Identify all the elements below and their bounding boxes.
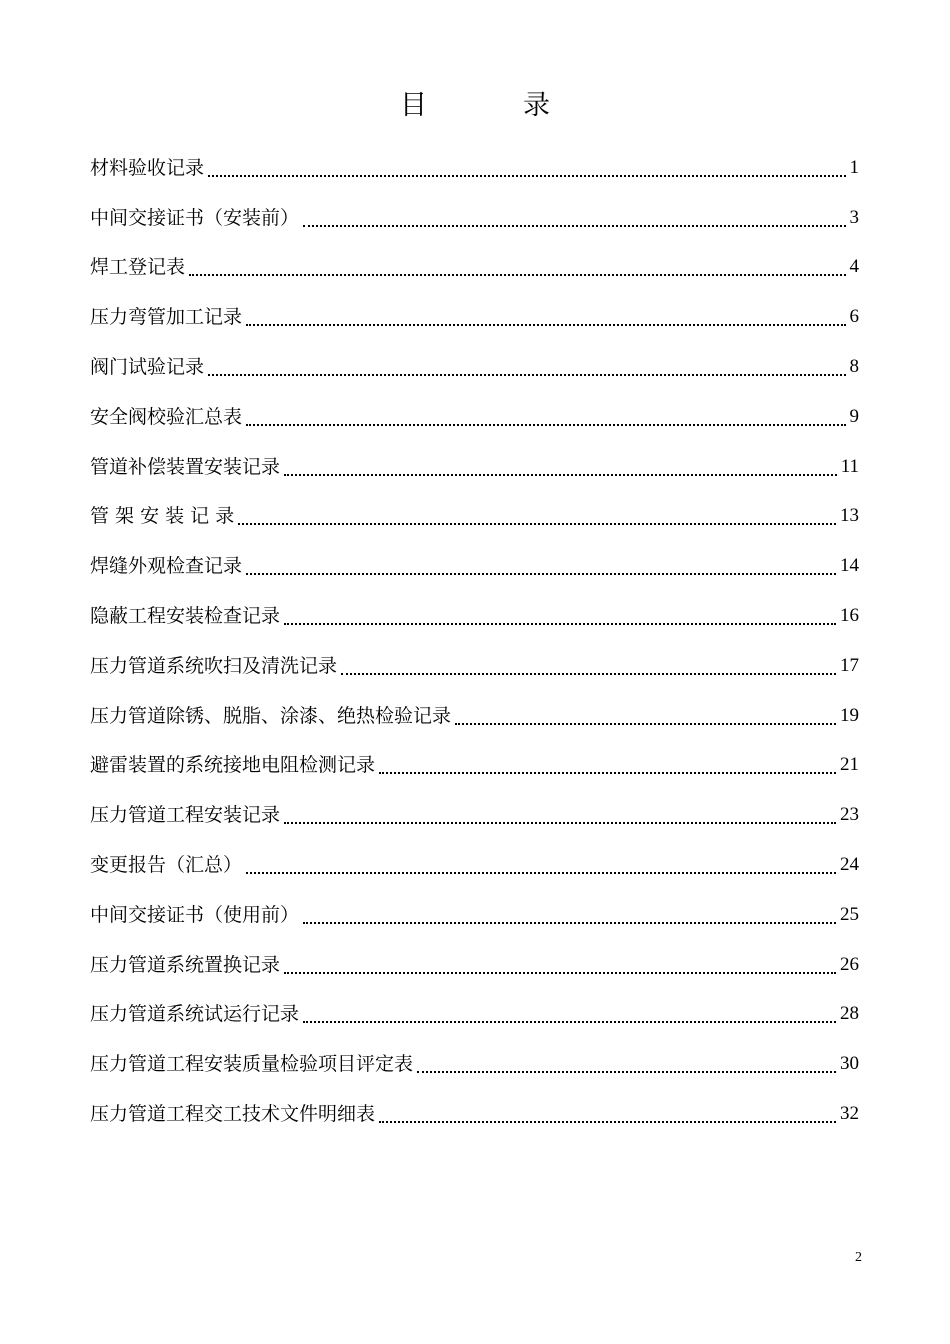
toc-entry[interactable] <box>90 389 859 439</box>
toc-entry-label: 材料验收记录 <box>90 156 205 179</box>
toc-entry-label: 压力弯管加工记录 <box>90 306 243 329</box>
toc-entry[interactable] <box>90 887 859 937</box>
toc-entry-label: 焊缝外观检查记录 <box>90 555 243 578</box>
toc-dot-leader <box>303 893 836 937</box>
toc-entry-page: 21 <box>840 754 859 776</box>
toc-entry-page: 24 <box>840 853 859 875</box>
title-char-right: 录 <box>523 90 550 121</box>
toc-entry[interactable] <box>90 987 859 1037</box>
toc-dot-leader <box>284 445 837 489</box>
toc-entry-label: 压力管道工程交工技术文件明细表 <box>90 1102 376 1125</box>
toc-entry-page: 30 <box>840 1053 859 1075</box>
toc-entry[interactable] <box>90 638 859 688</box>
toc-entry[interactable] <box>90 787 859 837</box>
toc-dot-leader <box>246 395 845 439</box>
toc-entry-label: 变更报告（汇总） <box>90 853 243 876</box>
toc-entry-label: 焊工登记表 <box>90 256 186 279</box>
toc-entry-page: 32 <box>840 1102 859 1124</box>
toc-entry-page: 28 <box>840 1003 859 1025</box>
toc-entry[interactable] <box>90 489 859 539</box>
toc-entry-label: 中间交接证书（安装前） <box>90 206 300 229</box>
page-title <box>0 86 950 126</box>
toc-entry[interactable] <box>90 738 859 788</box>
toc-entry-page: 16 <box>840 604 859 626</box>
toc-dot-leader <box>208 146 845 190</box>
toc-dot-leader <box>303 992 836 1036</box>
toc-entry[interactable] <box>90 937 859 987</box>
toc-dot-leader <box>189 245 845 289</box>
toc-entry-page: 13 <box>840 505 859 527</box>
toc-entry-page: 17 <box>840 654 859 676</box>
toc-entry-label: 隐蔽工程安装检查记录 <box>90 604 281 627</box>
toc-entry-label: 中间交接证书（使用前） <box>90 903 300 926</box>
toc-entry-page: 6 <box>849 306 859 328</box>
toc-entry-label: 压力管道工程安装记录 <box>90 804 281 827</box>
toc-entry[interactable] <box>90 588 859 638</box>
toc-entry[interactable] <box>90 240 859 290</box>
toc-entry-page: 9 <box>849 405 859 427</box>
toc-entry-label: 避雷装置的系统接地电阻检测记录 <box>90 754 376 777</box>
toc-dot-leader <box>246 295 845 339</box>
toc-entry[interactable] <box>90 837 859 887</box>
toc-entry-label: 压力管道工程安装质量检验项目评定表 <box>90 1053 414 1076</box>
toc-dot-leader <box>379 743 836 787</box>
toc-dot-leader <box>341 644 836 688</box>
toc-dot-leader <box>284 943 836 987</box>
toc-entry[interactable] <box>90 688 859 738</box>
toc-entry-label: 压力管道系统吹扫及清洗记录 <box>90 654 338 677</box>
toc-dot-leader <box>246 544 836 588</box>
toc-entry-page: 8 <box>849 355 859 377</box>
toc-entry[interactable] <box>90 439 859 489</box>
toc-dot-leader <box>238 494 836 538</box>
toc-entry-label: 阀门试验记录 <box>90 355 205 378</box>
toc-entry[interactable] <box>90 190 859 240</box>
toc-entry-page: 19 <box>840 704 859 726</box>
toc-dot-leader <box>284 793 836 837</box>
toc-entry-page: 11 <box>840 455 859 477</box>
toc-entry-page: 14 <box>840 555 859 577</box>
toc-dot-leader <box>417 1042 836 1086</box>
toc-entry-page: 25 <box>840 903 859 925</box>
table-of-contents <box>90 140 859 1136</box>
toc-entry-page: 4 <box>849 256 859 278</box>
toc-dot-leader <box>246 843 836 887</box>
toc-entry-label: 压力管道系统置换记录 <box>90 953 281 976</box>
toc-entry[interactable] <box>90 1086 859 1136</box>
page-number: 2 <box>855 1250 862 1265</box>
toc-dot-leader <box>284 594 836 638</box>
title-char-left: 目 <box>400 90 427 121</box>
toc-dot-leader <box>379 1092 836 1136</box>
toc-entry-page: 26 <box>840 953 859 975</box>
toc-entry-page: 3 <box>849 206 859 228</box>
toc-entry-label: 压力管道系统试运行记录 <box>90 1003 300 1026</box>
toc-entry-label: 安全阀校验汇总表 <box>90 405 243 428</box>
toc-dot-leader <box>208 345 845 389</box>
toc-entry-label: 管道补偿装置安装记录 <box>90 455 281 478</box>
toc-entry[interactable] <box>90 289 859 339</box>
toc-entry[interactable] <box>90 1036 859 1086</box>
toc-entry-page: 23 <box>840 804 859 826</box>
toc-entry[interactable] <box>90 339 859 389</box>
toc-entry-page: 1 <box>849 156 859 178</box>
toc-entry[interactable] <box>90 538 859 588</box>
toc-entry[interactable] <box>90 140 859 190</box>
toc-entry-label: 压力管道除锈、脱脂、涂漆、绝热检验记录 <box>90 704 452 727</box>
toc-dot-leader <box>455 694 836 738</box>
toc-entry-label: 管 架 安 装 记 录 <box>90 505 235 528</box>
toc-dot-leader <box>303 196 845 240</box>
